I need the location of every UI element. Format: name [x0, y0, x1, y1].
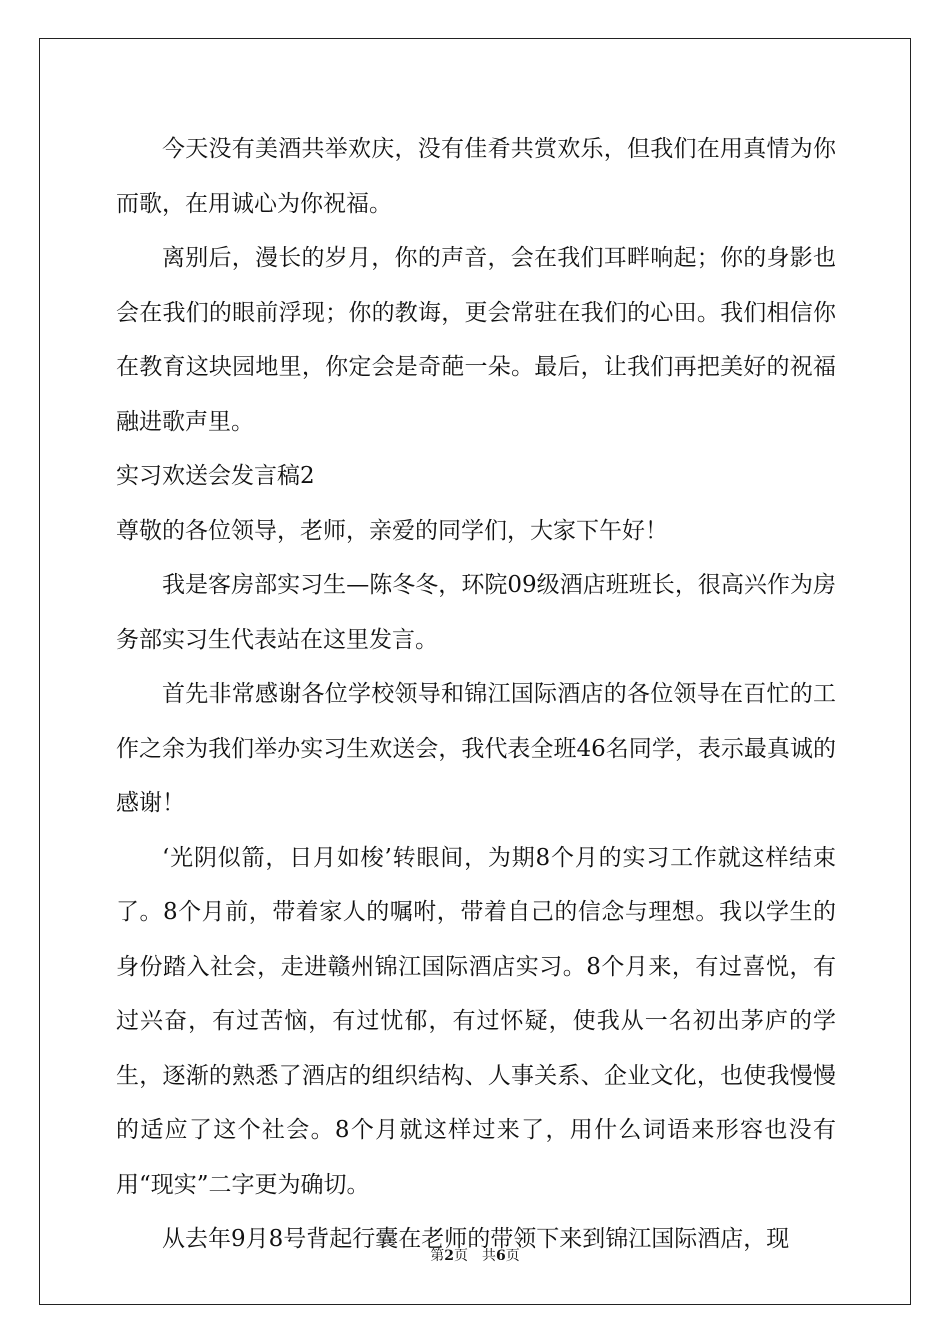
total-suffix: 页: [505, 1248, 520, 1264]
page-suffix: 页: [454, 1248, 468, 1264]
paragraph-4: 首先非常感谢各位学校领导和锦江国际酒店的各位领导在百忙的工作之余为我们举办实习生欢送会，我代表全班46名同学，表示最真诚的感谢！: [116, 681, 836, 816]
page-footer: [0, 1246, 950, 1266]
document-body: [116, 122, 836, 1267]
paragraph-5: ‘光阴似箭，日月如梭’转眼间，为期8个月的实习工作就这样结束了。8个月前，带着家人的嘱咐，带着自己的信念与理想。我以学生的身份踏入社会，走进赣州锦江国际酒店实习。8个月来，有过喜悦，有过兴奋，有过苦恼，有过忧郁，有过怀疑，使我从一名初出茅庐的学生，逐渐的熟悉了酒店的组织结构、人事关系、企业文化，也使我慢慢的适应了这个社会。8个月就这样过来了，用什么词语来形容也没有用“现实”二字更为确切。: [116, 844, 836, 1198]
total-prefix: 共: [482, 1248, 496, 1264]
paragraph-1: 今天没有美酒共举欢庆，没有佳肴共赏欢乐，但我们在用真情为你而歌，在用诚心为你祝福。: [116, 136, 836, 217]
paragraph-3: 我是客房部实习生—陈冬冬，环院09级酒店班班长，很高兴作为房务部实习生代表站在这里发言。: [116, 572, 836, 653]
section-heading: 实习欢送会发言稿2: [116, 463, 315, 489]
paragraph-2: 离别后，漫长的岁月，你的声音，会在我们耳畔响起；你的身影也会在我们的眼前浮现；你的教诲，更会常驻在我们的心田。我们相信你在教育这块园地里，你定会是奇葩一朵。最后，让我们再把美好的祝福融进歌声里。: [116, 245, 836, 435]
salutation: 尊敬的各位领导，老师，亲爱的同学们，大家下午好！: [116, 517, 668, 544]
total-page-number: 6: [496, 1248, 506, 1264]
current-page-number: 2: [444, 1248, 454, 1264]
page-prefix: 第: [430, 1248, 445, 1264]
paragraph-6: 从去年9月8号背起行囊在老师的带领下来到锦江国际酒店，现: [162, 1226, 790, 1252]
